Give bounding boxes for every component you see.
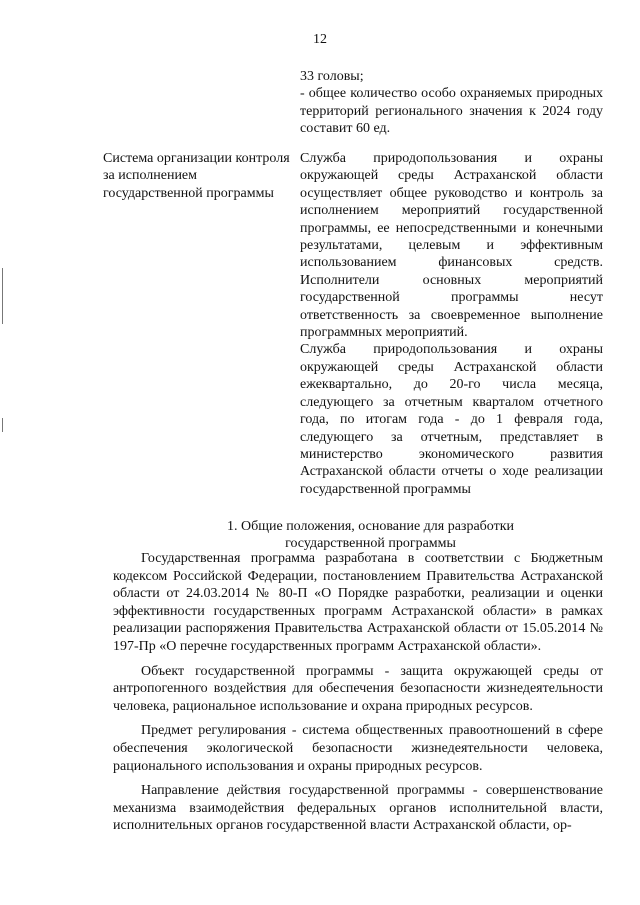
section-heading-line: 1. Общие положения, основание для разработки xyxy=(226,519,515,534)
indicator-line: - общее количество особо охраняемых природных территорий регионального значения к 2024 году составит 60 ед. xyxy=(300,86,603,137)
control-system-description xyxy=(300,150,603,498)
scan-margin-mark xyxy=(2,268,3,324)
section-body xyxy=(113,550,603,842)
control-paragraph: Служба природопользования и охраны окружающей среды Астраханской области осуществляет общее руководство и контроль за исполнением мероприятий государственной программы, ее непосредственными и конечными результатами, целевым и эффективным использованием финансовых средств. Исполнители основных мероприятий государственной программы несут ответственность за своевременное выполнение программных мероприятий. xyxy=(300,151,603,341)
body-paragraph: Предмет регулирования - система общественных правоотношений в сфере обеспечения экологической безопасности жизнедеятельности человека, рационального использования и охраны природных ресурсов. xyxy=(113,723,603,774)
body-paragraph: Государственная программа разработана в соответствии с Бюджетным кодексом Российской Федерации, постановлением Правительства Астраханской области от 24.03.2014 № 80-П «О Порядке разработки, реализации и оценки эффективности государственных программ Астраханской области» в рамках реализации распоряжения Правительства Астраханской области от 15.05.2014 № 197-Пр «О перечне государственных программ Астраханской области». xyxy=(113,551,603,654)
scan-margin-mark xyxy=(2,418,3,432)
control-paragraph: Служба природопользования и охраны окружающей среды Астраханской области ежеквартально, до 20-го числа месяца, следующего за отчетным кварталом отчетного года, по итогам года - до 1 февраля года, следующего за отчетным, представляет в министерство экономического развития Астраханской области отчеты о ходе реализации государственной программы xyxy=(300,342,603,497)
control-system-label: Система организации контроля за исполнением государственной программы xyxy=(103,151,290,201)
section-heading xyxy=(113,518,628,553)
target-indicators-continuation xyxy=(300,68,603,138)
body-paragraph: Объект государственной программы - защита окружающей среды от антропогенного воздействия для обеспечения безопасности жизнедеятельности человека, рациональное использование и охрана природных ресурсов. xyxy=(113,663,603,714)
body-paragraph: Направление действия государственной программы - совершенствование механизма взаимодействия федеральных органов исполнительной власти, исполнительных органов государственной власти Астраханской области, ор- xyxy=(113,783,603,834)
indicator-line: 33 головы; xyxy=(300,69,364,84)
page-number: 12 xyxy=(313,32,327,47)
section-heading-line: государственной программы xyxy=(285,536,456,552)
